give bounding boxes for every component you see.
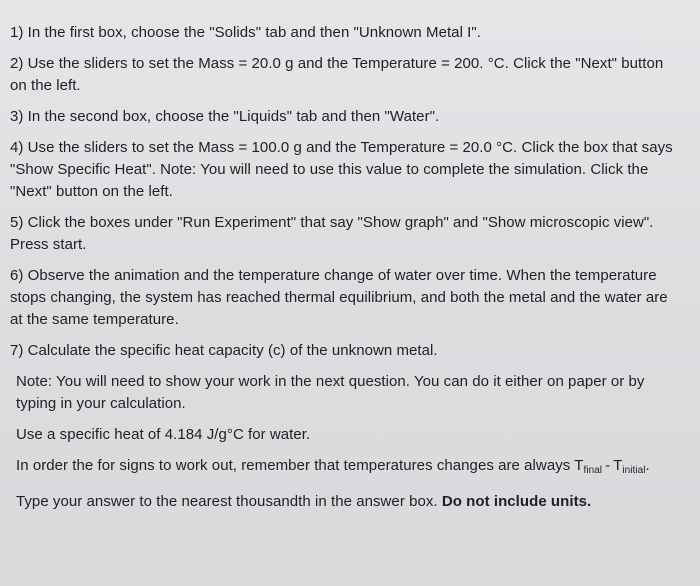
- signs-period: .: [645, 457, 650, 474]
- answer-note-text: Type your answer to the nearest thousandth in the answer box.: [16, 493, 442, 510]
- step-1: 1) In the first box, choose the "Solids" tab and then "Unknown Metal I".: [10, 24, 481, 41]
- t-final-subscript: final: [583, 465, 603, 476]
- minus-sign: -: [605, 457, 611, 474]
- step-3: 3) In the second box, choose the "Liquids" tab and then "Water".: [10, 108, 440, 125]
- signs-note-text: In order the for signs to work out, remember that temperatures changes are always T: [16, 457, 584, 474]
- t-initial-symbol: T: [613, 457, 623, 474]
- work-note: Note: You will need to show your work in the next question. You can do it either on paper or by typing in your calculation.: [16, 373, 645, 412]
- step-7: 7) Calculate the specific heat capacity (c) of the unknown metal.: [10, 342, 438, 359]
- specific-heat-note: Use a specific heat of 4.184 J/g°C for water.: [16, 426, 311, 443]
- answer-note-bold: Do not include units.: [441, 493, 592, 510]
- t-initial-subscript: initial: [622, 465, 646, 476]
- step-4: 4) Use the sliders to set the Mass = 100.0 g and the Temperature = 20.0 °C. Click the box that says "Show Specific Heat". Note: You will need to use this value to complete the simulation. Click the "Next" button on the left.: [10, 139, 673, 200]
- answer-note: [10, 491, 686, 513]
- step-6: 6) Observe the animation and the temperature change of water over time. When the temperature stops changing, the system has reached thermal equilibrium, and both the metal and the water are at the same temperature.: [10, 267, 668, 328]
- step-2: 2) Use the sliders to set the Mass = 20.0 g and the Temperature = 200. °C. Click the "Next" button on the left.: [10, 55, 664, 94]
- step-5: 5) Click the boxes under "Run Experiment" that say "Show graph" and "Show microscopic view". Press start.: [10, 214, 654, 253]
- signs-note: [10, 455, 686, 482]
